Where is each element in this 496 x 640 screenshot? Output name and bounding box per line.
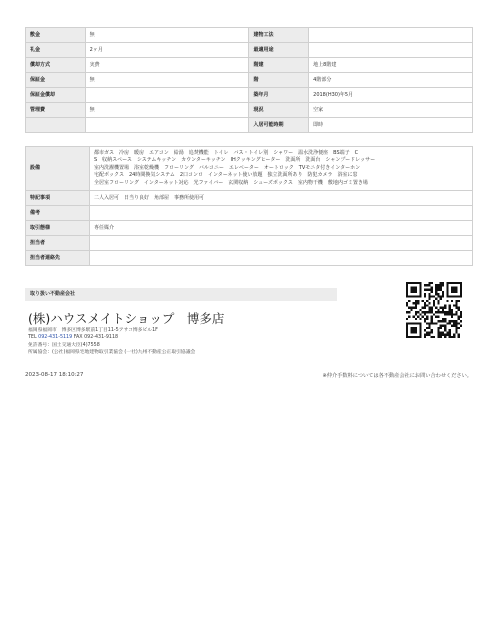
license-number: 免許番号：国土交通大臣(4)7558 <box>28 342 100 348</box>
equipment-line: 都市ガス 冷房 暖房 エアコン 給湯 追焚機能 トイレ バス・トイレ別 シャワー 温水洗浄便座 BS端子 C <box>94 150 359 156</box>
info-label: 建物工法 <box>249 28 309 43</box>
info-value: 地上8階建 <box>309 58 473 73</box>
agency-section-label: 取り扱い不動産会社 <box>25 288 337 301</box>
info-label: 現況 <box>249 103 309 118</box>
info-value: 2018(H30)年5月 <box>309 88 473 103</box>
info-label: 償却方式 <box>26 58 86 73</box>
equipment-line: 宅配ボックス 24時間換気システム 2口コンロ インターネット使い放題 独立洗面所あり 防犯カメラ 浴室に窓 <box>94 172 358 179</box>
equipment-value <box>90 147 473 191</box>
detail-value <box>90 206 473 221</box>
agency-contact <box>28 334 195 341</box>
info-value: 無 <box>85 28 249 43</box>
agency-address: 福岡県福岡市 博多区博多駅前1丁目11-5アサコ博多ビル1F <box>28 328 158 333</box>
info-value: 即時 <box>309 118 473 133</box>
info-value: 4階部分 <box>309 73 473 88</box>
tel-link[interactable]: 092-431-5119 <box>38 335 73 341</box>
detail-label: 特記事項 <box>26 191 90 206</box>
equipment-line: 全居室フローリング インターネット対応 光ファイバー 玄関収納 シューズボックス 室内物干機 敷地内ゴミ置き場 <box>94 179 368 186</box>
info-row <box>26 88 473 103</box>
fee-note: ※仲介手数料については各不動産会社にお問い合わせください。 <box>322 373 472 379</box>
fax-number: 092-431-9118 <box>84 335 119 341</box>
info-label: 保証金 <box>26 73 86 88</box>
info-row <box>26 58 473 73</box>
info-value <box>85 118 249 133</box>
info-label: 階 <box>249 73 309 88</box>
detail-value: 専任媒介 <box>90 221 473 236</box>
detail-value <box>90 236 473 251</box>
info-value <box>309 43 473 58</box>
agency-name: (株)ハウスメイトショップ 博多店 <box>28 311 225 326</box>
basic-info-table <box>25 27 473 133</box>
info-value <box>309 28 473 43</box>
info-label <box>26 118 86 133</box>
fax-label: FAX <box>73 335 83 341</box>
info-value: 無 <box>85 73 249 88</box>
qr-code <box>406 282 462 338</box>
detail-row <box>26 236 473 251</box>
info-label: 入居可能時期 <box>249 118 309 133</box>
info-label: 階建 <box>249 58 309 73</box>
info-row <box>26 118 473 133</box>
info-row <box>26 73 473 88</box>
info-label: 築年月 <box>249 88 309 103</box>
equipment-row <box>26 147 473 191</box>
detail-value: 二人入居可 日当り良好 角部屋 事務所使用可 <box>90 191 473 206</box>
equipment-label: 設備 <box>26 147 90 191</box>
info-label: 最適用途 <box>249 43 309 58</box>
detail-label: 担当者 <box>26 236 90 251</box>
association: 所属協会：(公社)福岡県宅地建物取引業協会 (一社)九州不動産公正取引協議会 <box>28 350 196 356</box>
info-value <box>85 88 249 103</box>
detail-row <box>26 206 473 221</box>
info-value: 2ヶ月 <box>85 43 249 58</box>
detail-row <box>26 221 473 236</box>
info-value: 空家 <box>309 103 473 118</box>
info-value: 無 <box>85 103 249 118</box>
print-datetime: 2023-08-17 18:10:27 <box>25 372 84 378</box>
info-row <box>26 103 473 118</box>
info-label: 管理費 <box>26 103 86 118</box>
info-label: 保証金償却 <box>26 88 86 103</box>
tel-label: TEL <box>28 335 37 341</box>
info-label: 礼金 <box>26 43 86 58</box>
detail-value <box>90 251 473 266</box>
equipment-line: 室内洗濯機置場 浴室乾燥機 フローリング バルコニー エレベーター オートロック TVモニタ付きインターホン <box>94 164 361 171</box>
detail-row <box>26 251 473 266</box>
detail-row <box>26 191 473 206</box>
equipment-line: S 収納スペース システムキッチン カウンターキッチン IHクッキングヒーター 洗面所 洗面台 シャンプードレッサー <box>94 157 376 164</box>
info-label: 敷金 <box>26 28 86 43</box>
info-row <box>26 43 473 58</box>
detail-label: 取引態様 <box>26 221 90 236</box>
detail-label: 担当者連絡先 <box>26 251 90 266</box>
detail-label: 備考 <box>26 206 90 221</box>
detail-info-table <box>25 146 473 266</box>
agency-info <box>28 327 195 357</box>
info-value: 実費 <box>85 58 249 73</box>
info-row <box>26 28 473 43</box>
